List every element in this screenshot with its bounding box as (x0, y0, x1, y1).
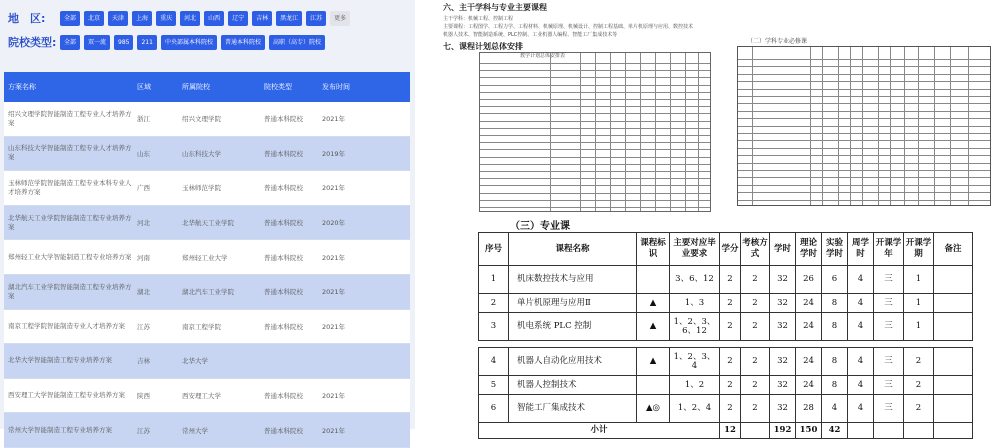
course-no-cell: 6 (479, 395, 509, 423)
publish-date-cell: 2021年 (322, 392, 346, 401)
row-gap (479, 341, 973, 348)
grid-rule (738, 66, 990, 67)
course-req-cell: 1、2、4 (670, 395, 720, 423)
course-year-cell: 三 (874, 395, 904, 423)
course-hours-cell: 32 (770, 348, 796, 376)
grid-rule (738, 185, 990, 186)
course-theory-cell: 24 (796, 313, 822, 341)
grid-rule (738, 192, 990, 193)
school-type-chip[interactable]: 高职（高专）院校 (269, 35, 325, 50)
course-credit-cell: 2 (720, 348, 741, 376)
region-chip[interactable]: 重庆 (156, 11, 176, 26)
course-weekly-cell: 4 (848, 266, 874, 294)
column-header: 序号 (479, 233, 509, 266)
course-row (479, 376, 973, 395)
region-cell: 江苏 (137, 426, 150, 435)
program-table-body (4, 102, 410, 448)
school-type-chip[interactable]: 中央部属本科院校 (161, 35, 217, 50)
course-theory-cell: 28 (796, 395, 822, 423)
course-term-cell: 1 (904, 266, 934, 294)
school-type-filter-row (8, 34, 325, 50)
grid-rule (822, 47, 823, 205)
course-hours-cell: 32 (770, 376, 796, 395)
course-note-cell (934, 294, 973, 313)
header-school: 所属院校 (182, 83, 210, 91)
grid-rule (738, 103, 990, 104)
course-row (479, 395, 973, 423)
header-publish-date: 发布时间 (322, 83, 350, 91)
empty-cell (874, 423, 904, 439)
course-req-cell: 1、2、3、6、12 (670, 313, 720, 341)
course-exam-cell: 2 (741, 376, 770, 395)
specialty-course-table (478, 232, 973, 439)
course-name-cell: 机器人控制技术 (509, 376, 637, 395)
school-type-chip[interactable]: 211 (137, 35, 156, 50)
main-courses-text: 主要课程：工程图学、工程力学、工程材料、机械原理、机械设计、控制工程基础、单片机原理与应用、数控技术 (443, 24, 694, 30)
program-name-cell[interactable]: 北华航天工业学院智能制造工程专业培养方案 (8, 213, 132, 231)
course-mark-cell: ▲◎ (637, 395, 670, 423)
region-cell: 河北 (137, 219, 150, 228)
grid-rule (738, 140, 990, 141)
grid-rule (738, 155, 990, 156)
course-mark-cell: ▲ (637, 313, 670, 341)
grid-rule (625, 53, 626, 211)
course-exam-cell: 2 (741, 266, 770, 294)
course-hours-cell: 32 (770, 313, 796, 341)
table-row[interactable] (4, 137, 410, 172)
school-type-cell: 普通本科院校 (264, 149, 303, 158)
course-name-cell: 机床数控技术与应用 (509, 266, 637, 294)
course-mark-cell (637, 376, 670, 395)
program-name-cell[interactable]: 西安理工大学智能制造工程专业培养方案 (8, 391, 125, 400)
school-cell: 绍兴文理学院 (182, 115, 221, 124)
course-no-cell: 5 (479, 376, 509, 395)
column-header: 备注 (934, 233, 973, 266)
publish-date-cell: 2021年 (322, 426, 346, 435)
grid-rule (698, 53, 699, 211)
course-theory-cell: 24 (796, 348, 822, 376)
publish-date-cell: 2021年 (322, 322, 346, 331)
region-chip[interactable]: 山西 (204, 11, 224, 26)
empty-cell (904, 423, 934, 439)
column-header: 考核方式 (741, 233, 770, 266)
grid-rule (810, 47, 811, 205)
course-req-cell: 1、3 (670, 294, 720, 313)
grid-rule (550, 53, 551, 211)
program-name-cell[interactable]: 玉林师范学院智能制造工程专业本科专业人才培养方案 (8, 178, 132, 196)
school-type-cell: 普通本科院校 (264, 288, 303, 297)
grid-rule (738, 118, 990, 119)
course-mark-cell: ▲ (637, 294, 670, 313)
header-program-name: 方案名称 (8, 82, 36, 91)
school-cell: 玉林师范学院 (182, 184, 221, 193)
course-exam-cell: 2 (741, 348, 770, 376)
course-no-cell: 2 (479, 294, 509, 313)
table-row[interactable] (4, 240, 410, 275)
subtotal-hours: 192 (770, 423, 796, 439)
grid-rule (580, 53, 581, 211)
course-credit-cell: 2 (720, 266, 741, 294)
table-row[interactable] (4, 171, 410, 206)
grid-rule (670, 53, 671, 211)
region-chip[interactable]: 上海 (132, 11, 152, 26)
column-header: 课程标识 (637, 233, 670, 266)
course-credit-cell: 2 (720, 313, 741, 341)
course-exam-cell: 2 (741, 294, 770, 313)
course-weekly-cell: 4 (848, 376, 874, 395)
subtotal-row (479, 423, 973, 439)
region-filter-row (8, 10, 350, 26)
grid-rule (738, 96, 990, 97)
school-type-cell: 普通本科院校 (264, 184, 303, 193)
course-lab-cell: 8 (822, 376, 848, 395)
course-name-cell: 智能工厂集成技术 (509, 395, 637, 423)
course-lab-cell: 8 (822, 294, 848, 313)
region-chip-list (60, 11, 326, 26)
school-type-cell: 普通本科院校 (264, 322, 303, 331)
course-credit-cell: 2 (720, 376, 741, 395)
program-name-cell[interactable]: 郑州轻工业大学智能制造工程专业培养方案 (8, 252, 132, 261)
course-year-cell: 三 (874, 313, 904, 341)
subtotal-lab: 42 (822, 423, 848, 439)
column-header: 课程名称 (509, 233, 637, 266)
main-subjects-text: 主干学科：机械工程、控制工程 (443, 16, 514, 22)
specialty-course-section (478, 214, 998, 435)
course-name-cell: 单片机原理与应用Ⅱ (509, 294, 637, 313)
main-courses-text-cont: 机器人技术、智能制造系统、PLC控制、工业机器人编程、智能工厂集成技术等 (443, 32, 618, 38)
school-type-chip[interactable]: 普通本科院校 (221, 35, 265, 50)
grid-rule (738, 163, 990, 164)
course-hours-cell: 32 (770, 294, 796, 313)
course-exam-cell: 2 (741, 395, 770, 423)
program-name-cell[interactable]: 北华大学智能制造工程专业培养方案 (8, 356, 112, 365)
school-cell: 湖北汽车工业学院 (182, 288, 234, 297)
column-header: 开课学期 (904, 233, 934, 266)
grid-rule (752, 47, 753, 205)
school-type-cell: 普通本科院校 (264, 115, 303, 124)
course-note-cell (934, 313, 973, 341)
grid-rule (968, 47, 969, 205)
region-chip[interactable]: 江苏 (306, 11, 326, 26)
course-no-cell: 1 (479, 266, 509, 294)
course-hours-cell: 32 (770, 266, 796, 294)
header-school-type: 院校类型 (264, 83, 292, 91)
school-cell: 北华大学 (182, 357, 208, 366)
school-type-chip[interactable]: 全部 (60, 35, 80, 50)
region-cell: 浙江 (137, 115, 150, 124)
region-cell: 河南 (137, 253, 150, 262)
course-term-cell: 2 (904, 348, 934, 376)
grid-rule (640, 53, 641, 211)
course-weekly-cell: 4 (848, 313, 874, 341)
course-note-cell (934, 395, 973, 423)
subtotal-label: 小计 (479, 423, 720, 439)
column-header: 实验学时 (822, 233, 848, 266)
grid-rule (838, 47, 839, 205)
school-cell: 郑州轻工业大学 (182, 253, 228, 262)
grid-rule (738, 59, 990, 60)
course-term-cell: 1 (904, 313, 934, 341)
region-cell: 吉林 (137, 357, 150, 366)
course-mark-cell: ▲ (637, 348, 670, 376)
grid-rule (738, 133, 990, 134)
specialty-course-body (479, 266, 973, 439)
region-chip[interactable]: 河北 (180, 11, 200, 26)
curriculum-document (443, 0, 725, 215)
region-filter-label: 地 区: (8, 12, 46, 25)
course-credit-cell: 2 (720, 395, 741, 423)
course-lab-cell: 4 (822, 395, 848, 423)
grid-rule (862, 47, 863, 205)
course-term-cell: 2 (904, 395, 934, 423)
course-plan-grid (479, 52, 711, 212)
grid-rule (738, 111, 990, 112)
table-row[interactable] (4, 413, 410, 448)
grid-rule (595, 53, 596, 211)
course-year-cell: 三 (874, 294, 904, 313)
region-chip[interactable]: 吉林 (252, 11, 272, 26)
region-chip[interactable]: 黑龙江 (276, 11, 302, 26)
grid-rule (878, 47, 879, 205)
course-name-cell: 机器人自动化应用技术 (509, 348, 637, 376)
program-table-header (4, 72, 410, 102)
course-note-cell (934, 348, 973, 376)
school-type-chip-list (60, 35, 325, 50)
course-term-cell: 1 (904, 294, 934, 313)
course-plan-heading: 七、课程计划总体安排 (443, 42, 523, 51)
grid-rule (685, 53, 686, 211)
program-name-cell[interactable]: 常州大学智能制造工程专业培养方案 (8, 425, 112, 434)
school-type-cell: 普通本科院校 (264, 392, 303, 401)
specialty-course-header-row (479, 233, 973, 266)
column-header: 理论学时 (796, 233, 822, 266)
region-cell: 湖北 (137, 288, 150, 297)
grid-rule (738, 81, 990, 82)
course-weekly-cell: 4 (848, 395, 874, 423)
school-type-chip[interactable]: 双一流 (84, 35, 110, 50)
grid-rule (850, 47, 851, 205)
column-header: 学分 (720, 233, 741, 266)
table-row[interactable] (4, 275, 410, 310)
school-cell: 西安理工大学 (182, 392, 221, 401)
grid-rule (934, 47, 935, 205)
grid-rule (904, 47, 905, 205)
school-type-chip[interactable]: 985 (114, 35, 133, 50)
course-row (479, 294, 973, 313)
school-type-cell: 普通本科院校 (264, 426, 303, 435)
program-name-cell[interactable]: 山东科技大学智能制造工程专业人才培养方案 (8, 144, 132, 162)
region-chip[interactable]: 天津 (108, 11, 128, 26)
grid-rule (738, 74, 990, 75)
school-type-filter-label: 院校类型: (8, 36, 57, 49)
row-gap-cell (479, 341, 973, 348)
grid-rule (738, 126, 990, 127)
grid-rule (918, 47, 919, 205)
specialty-course-title: （三）专业课 (510, 221, 570, 232)
course-weekly-cell: 4 (848, 348, 874, 376)
publish-date-cell: 2021年 (322, 288, 346, 297)
grid-rule (610, 53, 611, 211)
program-name-cell[interactable]: 南京工程学院智能制造专业人才培养方案 (8, 321, 125, 330)
required-courses-grid (737, 46, 991, 206)
course-exam-cell: 2 (741, 313, 770, 341)
grid-rule (738, 177, 990, 178)
column-header: 开课学年 (874, 233, 904, 266)
course-term-cell: 2 (904, 376, 934, 395)
course-lab-cell: 6 (822, 266, 848, 294)
subtotal-theory: 150 (796, 423, 822, 439)
course-weekly-cell: 4 (848, 294, 874, 313)
grid-rule (738, 89, 990, 90)
publish-date-cell: 2020年 (322, 219, 346, 228)
publish-date-cell: 2019年 (322, 149, 346, 158)
table-row[interactable] (4, 102, 410, 137)
region-chip[interactable]: 辽宁 (228, 11, 248, 26)
course-theory-cell: 24 (796, 294, 822, 313)
program-name-cell[interactable]: 湖北汽车工业学院智能制造工程专业培养方案 (8, 282, 132, 300)
empty-cell (934, 423, 973, 439)
region-chip[interactable]: 全部 (60, 11, 80, 26)
region-cell: 江苏 (137, 322, 150, 331)
main-subjects-heading: 六、主干学科与专业主要课程 (443, 3, 547, 12)
table-row[interactable] (4, 206, 410, 241)
course-plan-grid-title: 教学计划总体安排表 (520, 53, 566, 59)
table-row[interactable] (4, 310, 410, 345)
publish-date-cell: 2021年 (322, 184, 346, 193)
course-year-cell: 三 (874, 266, 904, 294)
course-lab-cell: 8 (822, 313, 848, 341)
column-header: 主要对应毕业要求 (670, 233, 720, 266)
school-cell: 北华航天工业学院 (182, 219, 234, 228)
school-cell: 常州大学 (182, 426, 208, 435)
course-hours-cell: 32 (770, 395, 796, 423)
header-region: 区域 (137, 83, 151, 91)
column-header: 学时 (770, 233, 796, 266)
course-note-cell (934, 376, 973, 395)
course-row (479, 266, 973, 294)
course-row (479, 313, 973, 341)
program-search-panel (0, 0, 415, 435)
required-courses-document (733, 28, 995, 208)
course-req-cell: 3、6、12 (670, 266, 720, 294)
course-note-cell (934, 266, 973, 294)
school-cell: 南京工程学院 (182, 322, 221, 331)
table-row[interactable] (4, 344, 410, 379)
course-req-cell: 1、2 (670, 376, 720, 395)
course-theory-cell: 24 (796, 376, 822, 395)
course-lab-cell: 8 (822, 348, 848, 376)
course-no-cell: 4 (479, 348, 509, 376)
school-cell: 山东科技大学 (182, 149, 221, 158)
required-courses-title: （二）学科专业必修课 (747, 38, 808, 45)
region-chip[interactable]: 北京 (84, 11, 104, 26)
course-row (479, 348, 973, 376)
publish-date-cell: 2021年 (322, 253, 346, 262)
grid-rule (738, 200, 990, 201)
region-cell: 广西 (137, 184, 150, 193)
course-year-cell: 三 (874, 376, 904, 395)
empty-cell (741, 423, 770, 439)
course-req-cell: 1、2、3、4 (670, 348, 720, 376)
column-header: 周学时 (848, 233, 874, 266)
course-mark-cell (637, 266, 670, 294)
course-name-cell: 机电系统 PLC 控制 (509, 313, 637, 341)
grid-rule (655, 53, 656, 211)
grid-rule (950, 47, 951, 205)
grid-rule (738, 170, 990, 171)
grid-rule (738, 148, 990, 149)
course-no-cell: 3 (479, 313, 509, 341)
course-theory-cell: 26 (796, 266, 822, 294)
region-cell: 山东 (137, 149, 150, 158)
more-regions-button[interactable]: 更多 (330, 11, 350, 26)
publish-date-cell: 2021年 (322, 115, 346, 124)
course-credit-cell: 2 (720, 294, 741, 313)
program-name-cell[interactable]: 绍兴文理学院智能制造工程专业人才培养方案 (8, 109, 132, 127)
school-type-cell: 普通本科院校 (264, 253, 303, 262)
school-type-cell: 普通本科院校 (264, 219, 303, 228)
region-cell: 陕西 (137, 392, 150, 401)
program-table (4, 72, 410, 448)
course-year-cell: 三 (874, 348, 904, 376)
table-row[interactable] (4, 379, 410, 414)
empty-cell (848, 423, 874, 439)
subtotal-credit: 12 (720, 423, 741, 439)
grid-rule (890, 47, 891, 205)
